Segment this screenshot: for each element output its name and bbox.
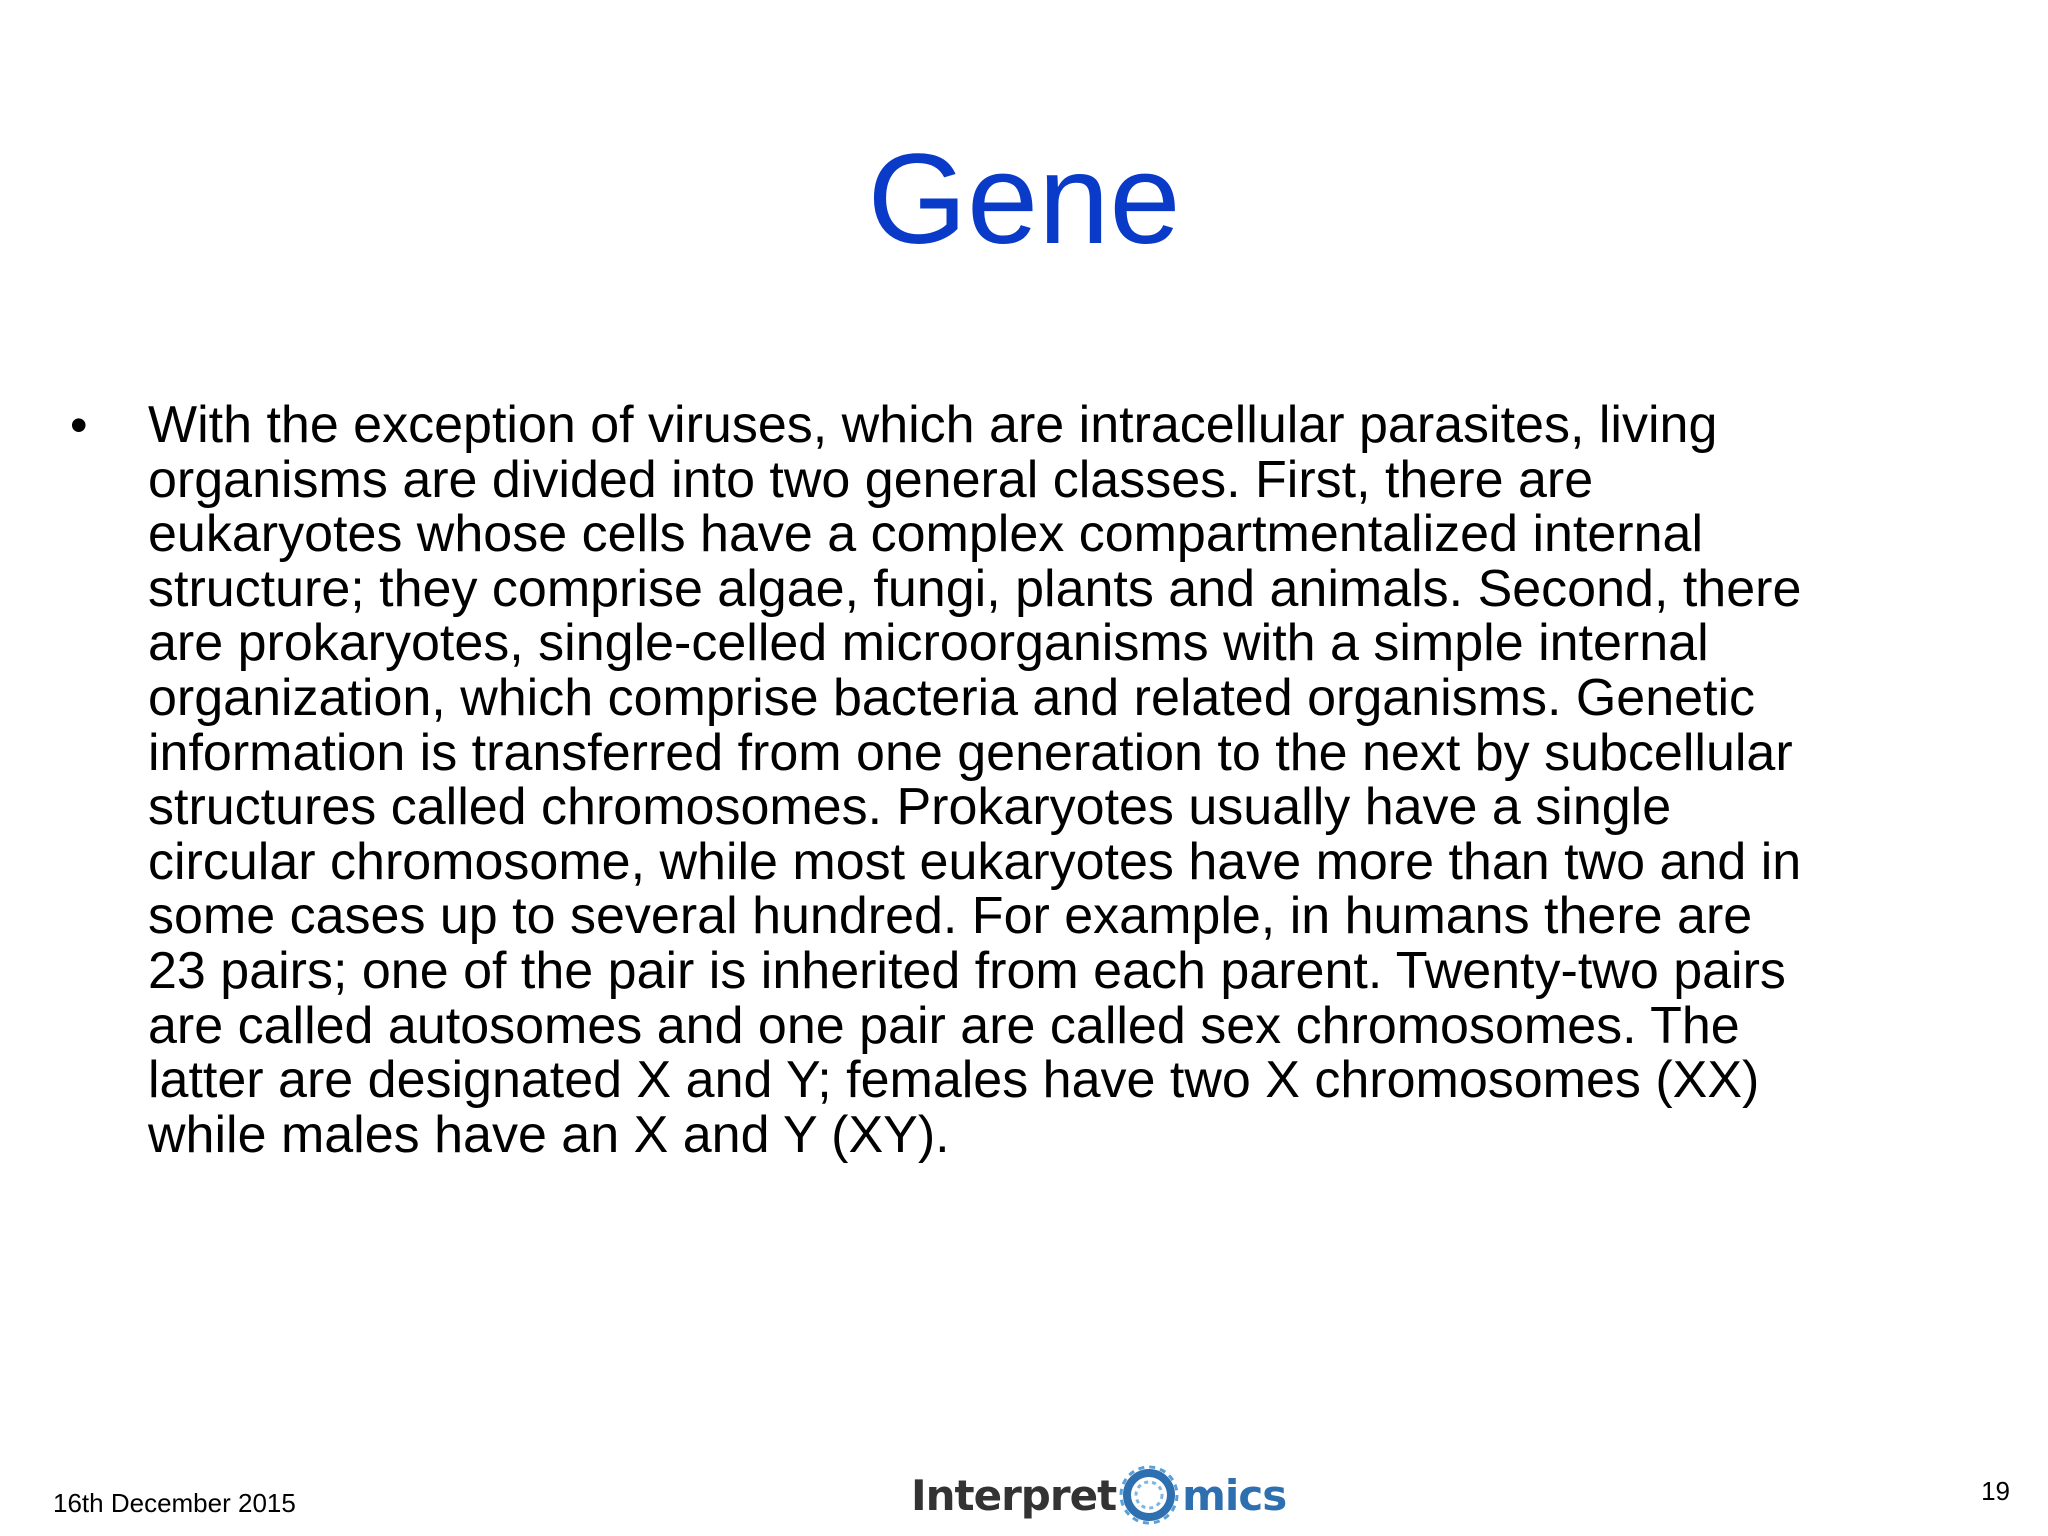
logo-text-left: Interpret: [911, 1470, 1117, 1520]
bullet-line: are prokaryotes, single-celled microorganisms with a simple internal: [148, 614, 1709, 673]
bullet-line: circular chromosome, while most eukaryotes have more than two and in: [148, 832, 1802, 891]
bullet-line: while males have an X and Y (XY).: [148, 1105, 950, 1164]
bullet-line: structures called chromosomes. Prokaryotes usually have a single: [148, 778, 1672, 837]
bullet-line: With the exception of viruses, which are intracellular parasites, living: [148, 396, 1718, 454]
bullet-line: structure; they comprise algae, fungi, plants and animals. Second, there: [148, 559, 1802, 618]
page-number: 19: [1981, 1476, 2010, 1506]
slide-body: [70, 398, 1970, 1162]
bullet-line: organization, which comprise bacteria and related organisms. Genetic: [148, 668, 1756, 727]
bullet-line: information is transferred from one generation to the next by subcellular: [148, 723, 1793, 782]
footer-date: 16th December 2015: [53, 1488, 296, 1518]
bullet-line: eukaryotes whose cells have a complex compartmentalized internal: [148, 505, 1703, 564]
bullet-item: [70, 398, 1970, 1162]
bullet-text: [148, 398, 1970, 1162]
bullet-line: organisms are divided into two general classes. First, there are: [148, 450, 1594, 509]
bullet-marker: •: [70, 397, 88, 453]
logo-text-right: mics: [1182, 1470, 1287, 1520]
interpretomics-logo: [911, 1460, 1286, 1530]
bullet-line: 23 pairs; one of the pair is inherited from each parent. Twenty-two pairs: [148, 941, 1786, 1000]
bullet-line: latter are designated X and Y; females have two X chromosomes (XX): [148, 1051, 1760, 1110]
omics-ring-logo-icon: [1118, 1464, 1180, 1526]
bullet-line: are called autosomes and one pair are called sex chromosomes. The: [148, 996, 1740, 1055]
bullet-line: some cases up to several hundred. For example, in humans there are: [148, 887, 1753, 946]
slide-title: Gene: [867, 128, 1181, 271]
